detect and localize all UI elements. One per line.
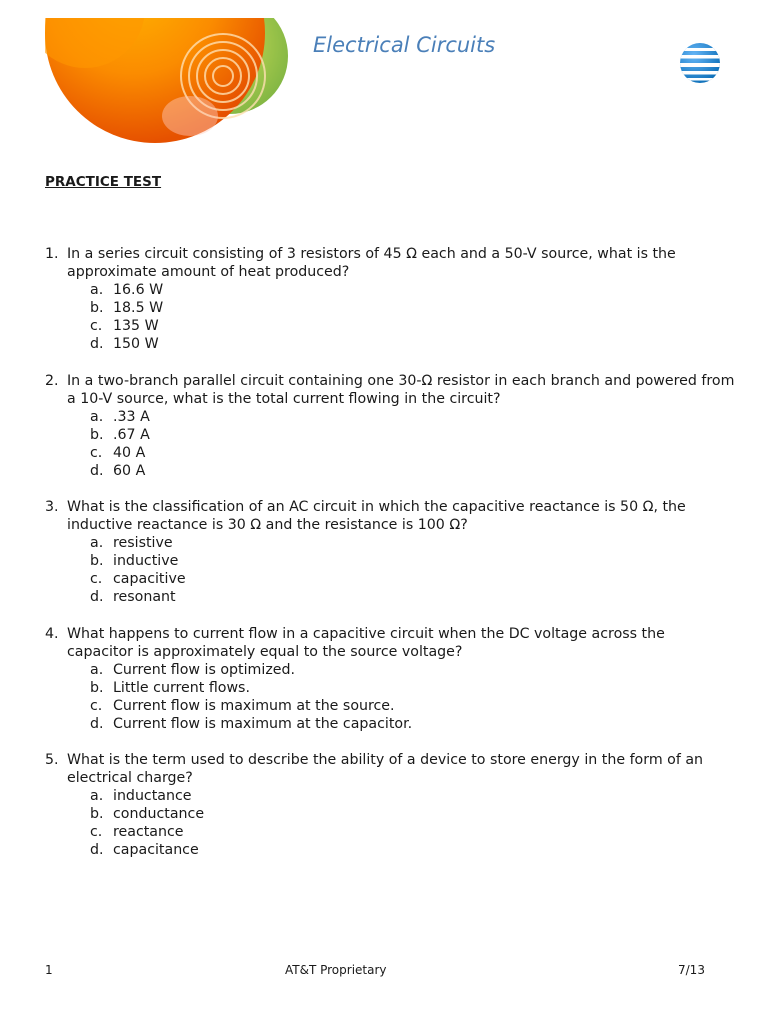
question-number: 4.	[45, 625, 59, 642]
question-text: In a two-branch parallel circuit containing one 30-Ω resistor in each branch and powered from a 10-V source, what is the total current flowing in the circuit?	[67, 372, 735, 407]
option-text: reactance	[113, 824, 184, 840]
option-letter: b.	[90, 553, 104, 569]
option-list	[45, 281, 735, 353]
option-b	[90, 426, 735, 444]
option-letter: b.	[90, 679, 104, 696]
question-list	[45, 245, 735, 878]
option-text: resistive	[113, 535, 173, 551]
option-letter: c.	[90, 824, 103, 840]
option-letter: d.	[90, 589, 104, 605]
header-circles-graphic	[45, 18, 295, 156]
option-letter: c.	[90, 571, 103, 587]
question-text: What is the classification of an AC circuit in which the capacitive reactance is 50 Ω, the inductive reactance is 30 Ω and the resistance is 100 Ω?	[67, 499, 686, 533]
option-text: 135 W	[113, 318, 159, 334]
option-letter: a.	[90, 282, 104, 298]
section-heading: PRACTICE TEST	[45, 174, 162, 190]
option-letter: c.	[90, 318, 103, 334]
option-list	[45, 787, 735, 859]
option-text: conductance	[113, 806, 205, 822]
option-a	[90, 534, 735, 552]
option-letter: d.	[90, 715, 104, 732]
att-logo	[672, 36, 732, 92]
option-letter: a.	[90, 661, 104, 678]
document-title: Electrical Circuits	[313, 33, 496, 57]
option-list	[45, 534, 735, 606]
option-letter: b.	[90, 426, 104, 443]
option-letter: b.	[90, 806, 104, 822]
option-text: .67 A	[113, 426, 150, 443]
option-letter: c.	[90, 444, 103, 461]
header-graphic	[45, 18, 295, 156]
option-b	[90, 299, 735, 317]
footer-proprietary: AT&T Proprietary	[285, 963, 387, 977]
option-text: 150 W	[113, 336, 159, 352]
option-text: resonant	[113, 589, 176, 605]
option-text: 60 A	[113, 462, 146, 479]
option-a	[90, 408, 735, 426]
option-d	[90, 462, 735, 480]
question-text: What happens to current flow in a capacitive circuit when the DC voltage across the capacitor is approximately equal to the source voltage?	[67, 625, 665, 660]
option-letter: b.	[90, 300, 104, 316]
option-b	[90, 805, 735, 823]
question-number: 5.	[45, 752, 59, 768]
option-letter: a.	[90, 535, 104, 551]
footer-date: 7/13	[678, 963, 705, 977]
option-text: Current flow is maximum at the capacitor.	[113, 715, 413, 732]
option-letter: d.	[90, 336, 104, 352]
option-text: Current flow is optimized.	[113, 661, 296, 678]
question-number: 2.	[45, 372, 59, 389]
option-d	[90, 335, 735, 353]
option-a	[90, 281, 735, 299]
option-c	[90, 823, 735, 841]
option-d	[90, 588, 735, 606]
question-1	[45, 245, 735, 353]
option-list	[45, 661, 735, 733]
option-text: Current flow is maximum at the source.	[113, 697, 395, 714]
option-text: 40 A	[113, 444, 146, 461]
question-4	[45, 625, 735, 733]
option-text: capacitive	[113, 571, 186, 587]
option-c	[90, 444, 735, 462]
option-text: inductive	[113, 553, 179, 569]
option-text: 16.6 W	[113, 282, 164, 298]
question-number: 1.	[45, 246, 59, 262]
question-5	[45, 751, 735, 859]
option-b	[90, 679, 735, 697]
option-b	[90, 552, 735, 570]
option-a	[90, 787, 735, 805]
option-text: inductance	[113, 788, 192, 804]
option-d	[90, 841, 735, 859]
question-text: What is the term used to describe the ability of a device to store energy in the form of an electrical charge?	[67, 752, 704, 786]
footer-page-number: 1	[45, 963, 53, 977]
option-c	[90, 317, 735, 335]
option-d	[90, 715, 735, 733]
option-text: 18.5 W	[113, 300, 164, 316]
option-letter: a.	[90, 788, 104, 804]
question-2	[45, 372, 735, 480]
question-number: 3.	[45, 499, 59, 515]
option-list	[45, 408, 735, 480]
option-text: Little current flows.	[113, 679, 250, 696]
question-3	[45, 498, 735, 606]
option-text: .33 A	[113, 408, 150, 425]
question-text: In a series circuit consisting of 3 resistors of 45 Ω each and a 50-V source, what is the approximate amount of heat produced?	[67, 246, 676, 280]
option-letter: d.	[90, 842, 104, 858]
option-c	[90, 570, 735, 588]
option-text: capacitance	[113, 842, 199, 858]
option-c	[90, 697, 735, 715]
option-letter: d.	[90, 462, 104, 479]
option-a	[90, 661, 735, 679]
option-letter: a.	[90, 408, 104, 425]
globe-icon	[672, 36, 732, 92]
option-letter: c.	[90, 697, 103, 714]
